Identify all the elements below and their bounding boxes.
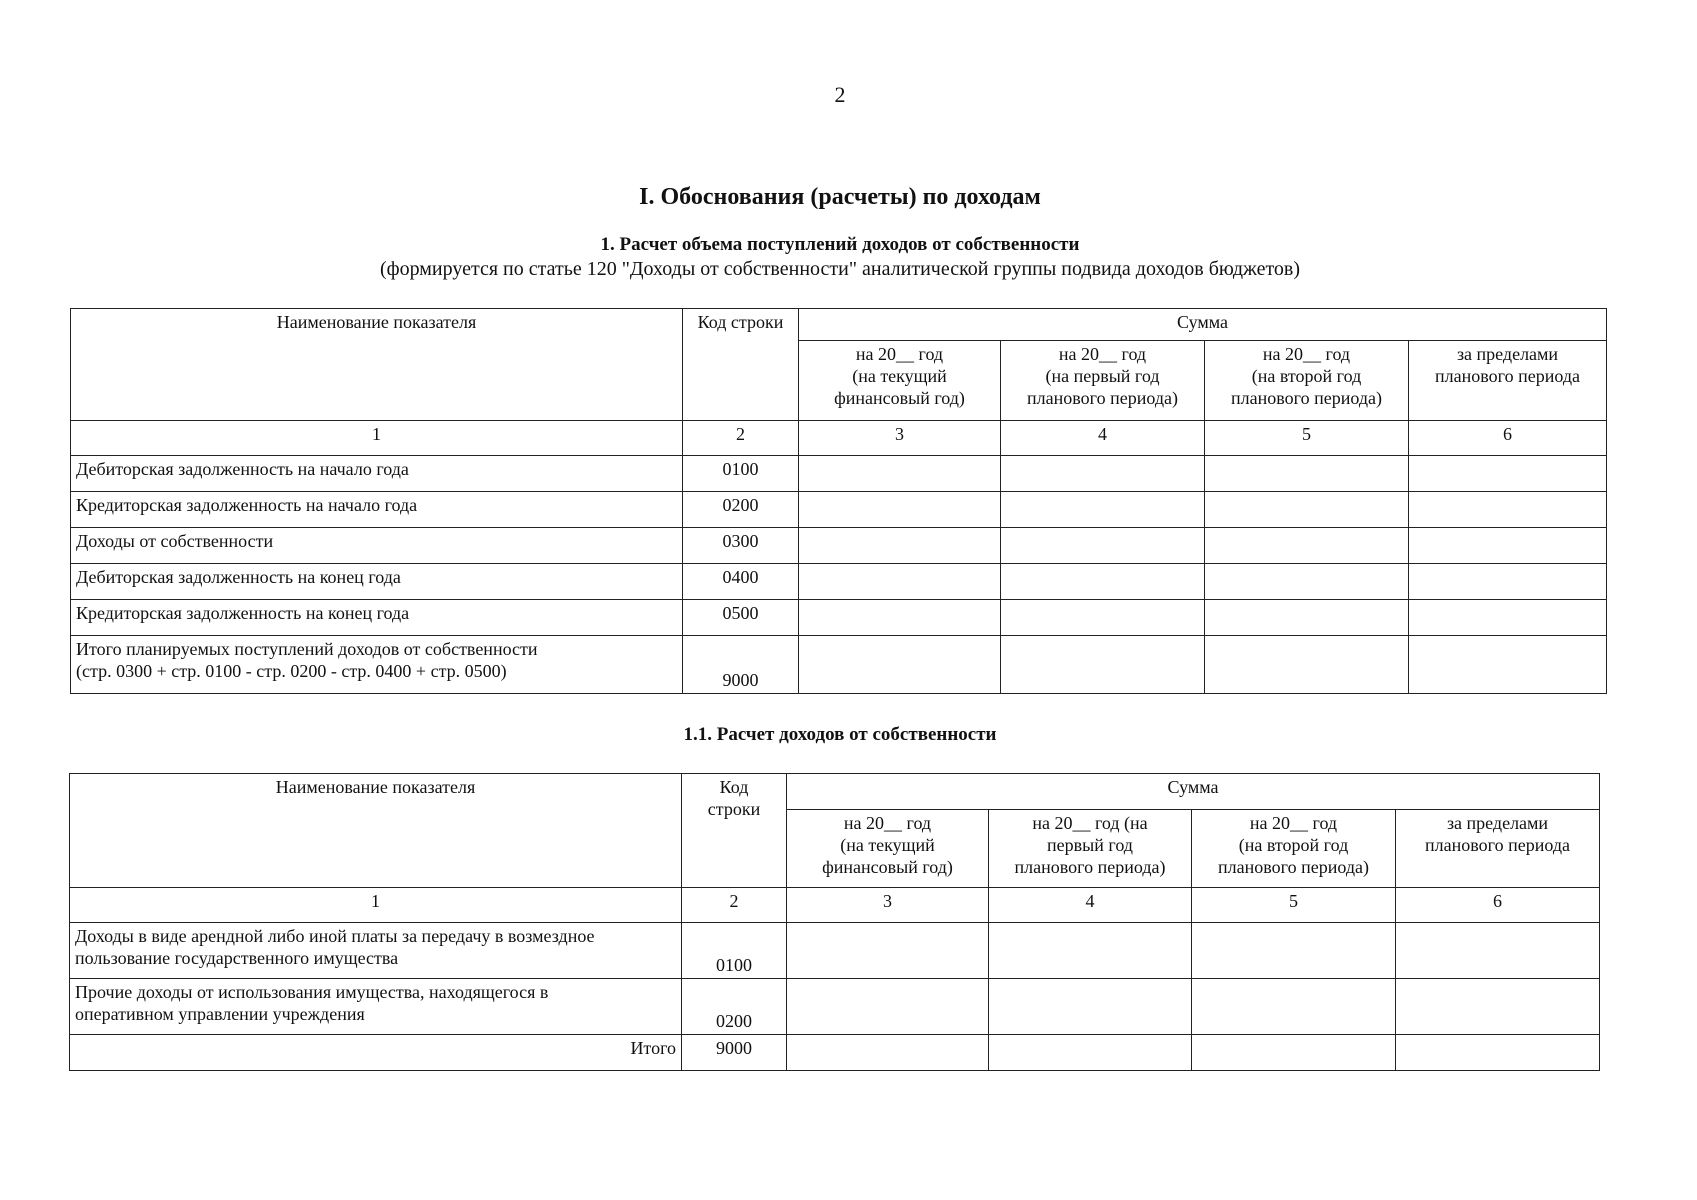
sum-cell[interactable] [1001, 528, 1205, 564]
sum-cell[interactable] [1192, 923, 1396, 979]
header-current-year: на 20__ год (на текущий финансовый год) [799, 341, 1001, 421]
sum-cell[interactable] [1205, 528, 1409, 564]
sum-cell[interactable] [799, 456, 1001, 492]
sum-cell[interactable] [1409, 492, 1607, 528]
column-number: 5 [1205, 421, 1409, 456]
column-number: 4 [1001, 421, 1205, 456]
total-row [70, 1035, 1600, 1071]
sum-cell[interactable] [1396, 1035, 1600, 1071]
header-second-plan-year: на 20__ год (на второй год планового периода) [1205, 341, 1409, 421]
header-first-plan-year: на 20__ год (на первый год планового периода) [1001, 341, 1205, 421]
header-row-code: Код строки [683, 309, 799, 421]
sum-cell[interactable] [787, 1035, 989, 1071]
sum-cell[interactable] [799, 600, 1001, 636]
sum-cell[interactable] [989, 1035, 1192, 1071]
header-indicator-name: Наименование показателя [71, 309, 683, 421]
column-number: 6 [1396, 888, 1600, 923]
header-indicator-name: Наименование показателя [70, 774, 682, 888]
column-number: 1 [70, 888, 682, 923]
table-row [70, 923, 1600, 979]
header-beyond-plan: за пределами планового периода [1396, 810, 1600, 888]
sum-cell[interactable] [1205, 564, 1409, 600]
table2-title: 1.1. Расчет доходов от собственности [683, 724, 997, 745]
header-row-code: Код строки [682, 774, 787, 888]
sum-cell[interactable] [1001, 456, 1205, 492]
column-number: 3 [799, 421, 1001, 456]
column-number: 1 [71, 421, 683, 456]
column-number: 6 [1409, 421, 1607, 456]
sum-cell[interactable] [1205, 492, 1409, 528]
sum-cell[interactable] [1205, 636, 1409, 694]
header-first-plan-year: на 20__ год (на первый год планового периода) [989, 810, 1192, 888]
table-row [71, 528, 1607, 564]
sum-cell[interactable] [1396, 979, 1600, 1035]
sum-cell[interactable] [1192, 1035, 1396, 1071]
total-row-code: 9000 [682, 1035, 787, 1071]
table-row [70, 979, 1600, 1035]
row-code: 0500 [683, 600, 799, 636]
sum-cell[interactable] [1001, 492, 1205, 528]
sum-cell[interactable] [989, 923, 1192, 979]
table-row [71, 492, 1607, 528]
property-income-table [69, 773, 1600, 1071]
indicator-name: Дебиторская задолженность на конец года [71, 564, 683, 600]
column-number: 4 [989, 888, 1192, 923]
header-sum: Сумма [787, 774, 1600, 810]
section-title: I. Обоснования (расчеты) по доходам [639, 184, 1041, 210]
table1-note: (формируется по статье 120 "Доходы от собственности" аналитической группы подвида доходов бюджетов) [379, 258, 1301, 280]
row-code: 0300 [683, 528, 799, 564]
sum-cell[interactable] [1192, 979, 1396, 1035]
total-row [71, 636, 1607, 694]
sum-cell[interactable] [787, 923, 989, 979]
total-row-code: 9000 [683, 636, 799, 694]
row-code: 0200 [682, 979, 787, 1035]
indicator-name: Дебиторская задолженность на начало года [71, 456, 683, 492]
indicator-name: Кредиторская задолженность на конец года [71, 600, 683, 636]
table1-title: 1. Расчет объема поступлений доходов от собственности [600, 234, 1080, 255]
sum-cell[interactable] [1001, 600, 1205, 636]
indicator-name: Доходы в виде арендной либо иной платы за передачу в возмездное пользование государственного имущества [70, 923, 682, 979]
table-row [71, 564, 1607, 600]
column-numbers-row [70, 888, 1600, 923]
row-code: 0100 [683, 456, 799, 492]
sum-cell[interactable] [1001, 564, 1205, 600]
sum-cell[interactable] [799, 564, 1001, 600]
indicator-name: Прочие доходы от использования имущества, находящегося в оперативном управлении учреждения [70, 979, 682, 1035]
row-code: 0200 [683, 492, 799, 528]
table-row [71, 456, 1607, 492]
header-second-plan-year: на 20__ год (на второй год планового периода) [1192, 810, 1396, 888]
row-code: 0400 [683, 564, 799, 600]
column-number: 2 [683, 421, 799, 456]
sum-cell[interactable] [1409, 528, 1607, 564]
sum-cell[interactable] [1409, 636, 1607, 694]
sum-cell[interactable] [799, 492, 1001, 528]
sum-cell[interactable] [1205, 600, 1409, 636]
sum-cell[interactable] [799, 528, 1001, 564]
header-current-year: на 20__ год (на текущий финансовый год) [787, 810, 989, 888]
sum-cell[interactable] [1409, 600, 1607, 636]
income-volume-table [70, 308, 1607, 694]
sum-cell[interactable] [989, 979, 1192, 1035]
table-row [71, 600, 1607, 636]
sum-cell[interactable] [787, 979, 989, 1035]
sum-cell[interactable] [799, 636, 1001, 694]
sum-cell[interactable] [1396, 923, 1600, 979]
header-sum: Сумма [799, 309, 1607, 341]
row-code: 0100 [682, 923, 787, 979]
column-numbers-row [71, 421, 1607, 456]
column-number: 2 [682, 888, 787, 923]
indicator-name: Доходы от собственности [71, 528, 683, 564]
sum-cell[interactable] [1001, 636, 1205, 694]
sum-cell[interactable] [1409, 564, 1607, 600]
total-indicator-name: Итого планируемых поступлений доходов от собственности (стр. 0300 + стр. 0100 - стр. 0200 - стр. 0400 + стр. 0500) [71, 636, 683, 694]
sum-cell[interactable] [1409, 456, 1607, 492]
header-beyond-plan: за пределами планового периода [1409, 341, 1607, 421]
total-label: Итого [70, 1035, 682, 1071]
sum-cell[interactable] [1205, 456, 1409, 492]
column-number: 3 [787, 888, 989, 923]
column-number: 5 [1192, 888, 1396, 923]
page-number: 2 [834, 82, 846, 107]
indicator-name: Кредиторская задолженность на начало года [71, 492, 683, 528]
